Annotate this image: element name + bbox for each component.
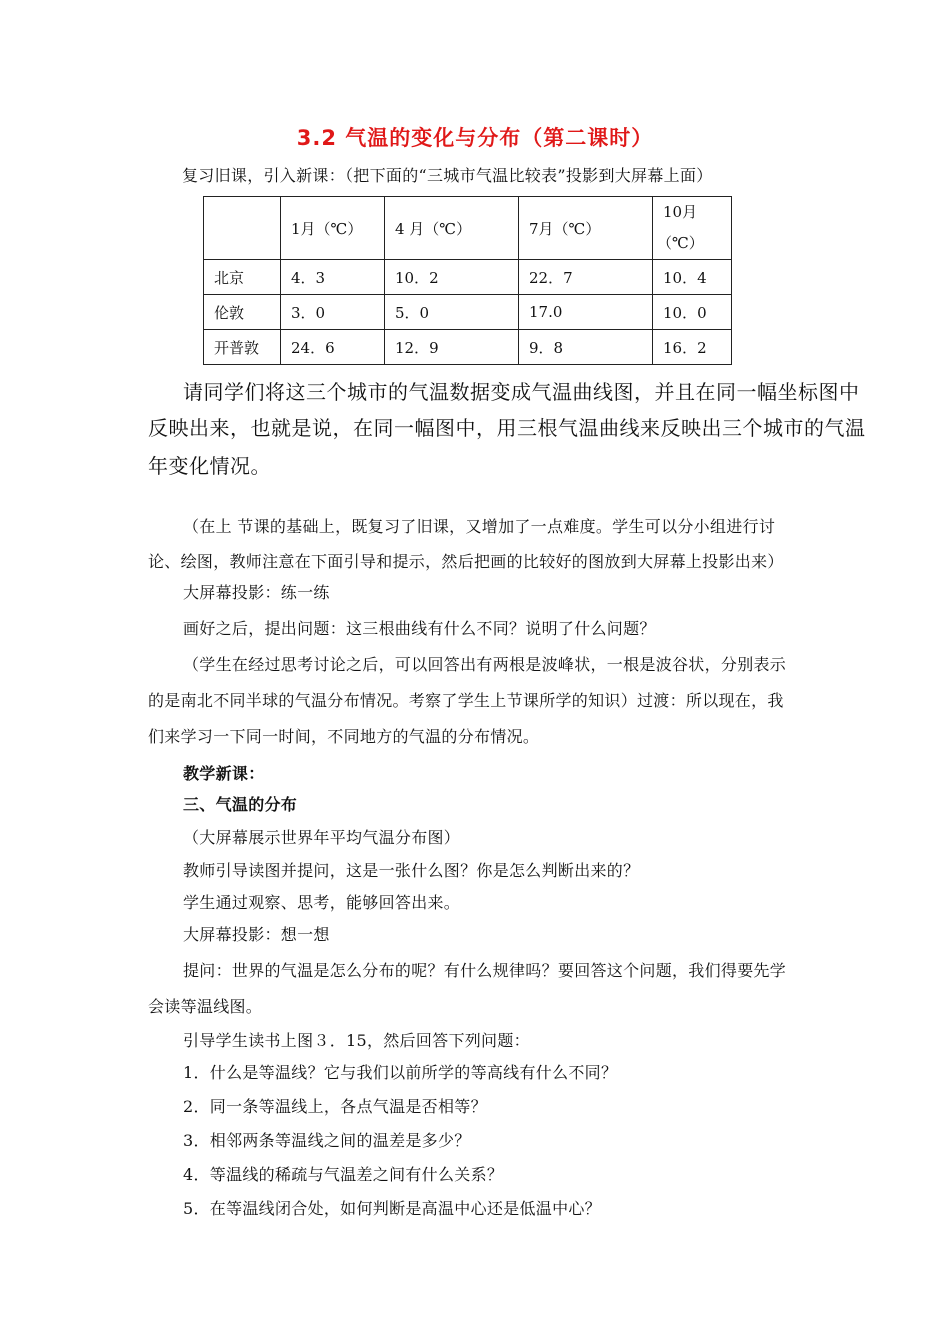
city-temperature-table bbox=[203, 196, 732, 365]
list-item: 3．相邻两条等温线之间的温差是多少？ bbox=[183, 1131, 471, 1150]
task-line: 反映出来，也就是说，在同一幅图中，用三根气温曲线来反映出三个城市的气温 bbox=[148, 416, 866, 440]
list-item: 5．在等温线闭合处，如何判断是高温中心还是低温中心？ bbox=[183, 1199, 601, 1218]
table-header-row bbox=[204, 197, 732, 260]
value-cell: 22．7 bbox=[519, 260, 653, 295]
value-cell: 12．9 bbox=[385, 330, 519, 365]
paragraph-line: （大屏幕展示世界年平均气温分布图） bbox=[183, 828, 461, 847]
task-line: 请同学们将这三个城市的气温数据变成气温曲线图，并且在同一幅坐标图中 bbox=[183, 380, 860, 404]
table-row bbox=[204, 260, 732, 295]
value-cell: 17.0 bbox=[519, 295, 653, 330]
projection-label: 大屏幕投影：练一练 bbox=[183, 583, 330, 602]
value-cell: 5．0 bbox=[385, 295, 519, 330]
paragraph-line: 们来学习一下同一时间，不同地方的气温的分布情况。 bbox=[148, 727, 540, 746]
value-cell: 9．8 bbox=[519, 330, 653, 365]
table-row bbox=[204, 295, 732, 330]
city-cell: 开普敦 bbox=[204, 330, 281, 365]
question-line: 画好之后，提出问题：这三根曲线有什么不同？说明了什么问题？ bbox=[183, 619, 656, 638]
page-title: 3.2 气温的变化与分布（第二课时） bbox=[296, 126, 654, 150]
table-header-cell bbox=[653, 197, 732, 260]
paragraph-line: （在上 节课的基础上，既复习了旧课，又增加了一点难度。学生可以分小组进行讨 bbox=[183, 517, 776, 536]
paragraph-line: 会读等温线图。 bbox=[148, 997, 263, 1016]
task-line: 年变化情况。 bbox=[148, 454, 271, 478]
projection-label: 大屏幕投影：想一想 bbox=[183, 925, 330, 944]
list-item: 2．同一条等温线上，各点气温是否相等？ bbox=[183, 1097, 487, 1116]
value-cell: 16．2 bbox=[653, 330, 732, 365]
city-cell: 伦敦 bbox=[204, 295, 281, 330]
value-cell: 24．6 bbox=[281, 330, 385, 365]
table-header-cell: 1月（℃） bbox=[281, 197, 385, 260]
table-header-cell: 4 月（℃） bbox=[385, 197, 519, 260]
paragraph-line: 论、绘图，教师注意在下面引导和提示，然后把画的比较好的图放到大屏幕上投影出来） bbox=[148, 552, 784, 571]
header-month-10: 10月 bbox=[663, 203, 698, 221]
intro-text: 复习旧课，引入新课：（把下面的“三城市气温比较表”投影到大屏幕上面） bbox=[182, 166, 713, 185]
value-cell: 10．4 bbox=[653, 260, 732, 295]
value-cell: 4．3 bbox=[281, 260, 385, 295]
table-header-cell: 7月（℃） bbox=[519, 197, 653, 260]
value-cell: 10．2 bbox=[385, 260, 519, 295]
paragraph-line: 学生通过观察、思考，能够回答出来。 bbox=[183, 893, 461, 912]
value-cell: 10．0 bbox=[653, 295, 732, 330]
section-heading-new-lesson: 教学新课： bbox=[183, 764, 265, 783]
value-cell: 3．0 bbox=[281, 295, 385, 330]
paragraph-line: 教师引导读图并提问，这是一张什么图？你是怎么判断出来的？ bbox=[183, 861, 640, 880]
paragraph-line: 引导学生读书上图３．15，然后回答下列问题： bbox=[183, 1031, 530, 1050]
table-row bbox=[204, 330, 732, 365]
table-header-cell bbox=[204, 197, 281, 260]
section-heading-distribution: 三、气温的分布 bbox=[183, 795, 298, 814]
list-item: 4．等温线的稀疏与气温差之间有什么关系？ bbox=[183, 1165, 504, 1184]
paragraph-line: 提问：世界的气温是怎么分布的呢？有什么规律吗？要回答这个问题，我们得要先学 bbox=[183, 961, 787, 980]
paragraph-line: 的是南北不同半球的气温分布情况。考察了学生上节课所学的知识）过渡：所以现在，我 bbox=[148, 691, 784, 710]
list-item: 1．什么是等温线？它与我们以前所学的等高线有什么不同？ bbox=[183, 1063, 618, 1082]
paragraph-line: （学生在经过思考讨论之后，可以回答出有两根是波峰状，一根是波谷状，分别表示 bbox=[183, 655, 787, 674]
header-unit: （℃） bbox=[657, 234, 704, 252]
city-cell: 北京 bbox=[204, 260, 281, 295]
